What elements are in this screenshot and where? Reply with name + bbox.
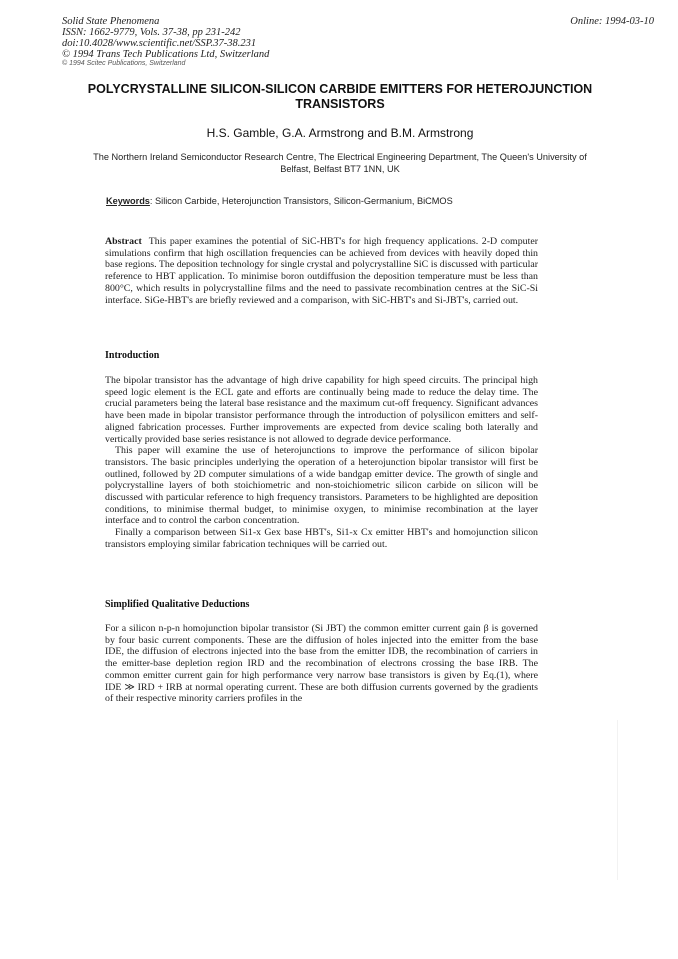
simplified-body [105,623,538,705]
keywords-line [106,196,453,206]
intro-paragraph-1: The bipolar transistor has the advantage of high drive capability for high speed circuits. The principal high speed logic element is the ECL gate and efforts are continually being made to reduce the delay time. The crucial parameters being the lateral base resistance and the maximum cut-off frequency. Significant advances have been made in bipolar transistor performance through the introduction of polysilicon emitters and self-aligned fabrication processes. Further improvements are expected from device scaling both laterally and vertically provided base series resistance is not allowed to degrade device performance. [105,375,538,445]
affiliation: The Northern Ireland Semiconductor Research Centre, The Electrical Engineering Department, The Queen's University of Belfast, Belfast BT7 1NN, UK [93,152,587,174]
intro-paragraph-3: Finally a comparison between Si1-x Gex base HBT's, Si1-x Cx emitter HBT's and homojunction silicon transistors employing similar fabrication techniques will be carried out. [105,527,538,550]
author-list: H.S. Gamble, G.A. Armstrong and B.M. Armstrong [206,126,474,140]
keywords-text: : Silicon Carbide, Heterojunction Transistors, Silicon-Germanium, BiCMOS [149,196,453,206]
online-date: Online: 1994-03-10 [570,16,654,27]
scan-margin-line [617,720,618,880]
doi-line: doi:10.4028/www.scientific.net/SSP.37-38.231 [62,38,257,49]
copyright-line: © 1994 Trans Tech Publications Ltd, Switzerland [62,49,270,60]
abstract-label: Abstract [105,236,142,247]
journal-header [62,16,322,60]
publisher-strip: © 1994 Scitec Publications, Switzerland [62,60,186,67]
abstract-block [105,236,538,306]
keywords-label: Keywords [106,196,150,206]
issn-line: ISSN: 1662-9779, Vols. 37-38, pp 231-242 [62,27,241,38]
simplified-paragraph-1: For a silicon n-p-n homojunction bipolar transistor (Si JBT) the common emitter current gain β is governed by four basic current components. These are the diffusion of holes injected into the emitter from the base IDE, the diffusion of electrons injected into the base from the emitter IDB, the recombination of carriers in the emitter-base depletion region IRD and the recombination of electrons crossing the base IRB. The common emitter current gain for high performance very narrow base transistors is given by Eq.(1), where IDE ≫ IRD + IRB at normal operating current. These are both diffusion currents governed by the gradients of their respective minority carriers profiles in the [105,623,538,705]
paper-title: POLYCRYSTALLINE SILICON-SILICON CARBIDE EMITTERS FOR HETEROJUNCTION TRANSISTORS [87,82,593,111]
introduction-body [105,375,538,551]
introduction-heading: Introduction [105,350,160,361]
abstract-text: This paper examines the potential of SiC-HBT's for high frequency applications. 2-D computer simulations confirm that high oscillation frequencies can be achieved from devices with heavily doped thin base regions. The deposition technology for single crystal and polycrystalline SiC is discussed with particular reference to HBT application. To minimise boron outdiffusion the deposition temperature must be less than 800°C, which results in polycrystalline films and the need to passivate recombination centres at the SiC-Si interface. SiGe-HBT's are briefly reviewed and a comparison, with SiC-HBT's and Si-JBT's, carried out. [105,236,539,306]
intro-paragraph-2: This paper will examine the use of heterojunctions to improve the performance of silicon bipolar transistors. The basic principles underlying the operation of a heterojunction bipolar transistor will first be outlined, followed by 2D computer simulations of a wide bandgap emitter device. The growth of single and polycrystalline layers of both stoichiometric and non-stoichiometric silicon carbide on silicon will be discussed with particular reference to high frequency transistors. Parameters to be highlighted are deposition conditions, to minimise thermal budget, to minimise oxygen, to minimise recombination at the layer interface and to control the carbon concentration. [105,445,538,527]
simplified-heading: Simplified Qualitative Deductions [105,599,250,610]
journal-name: Solid State Phenomena [62,16,160,27]
